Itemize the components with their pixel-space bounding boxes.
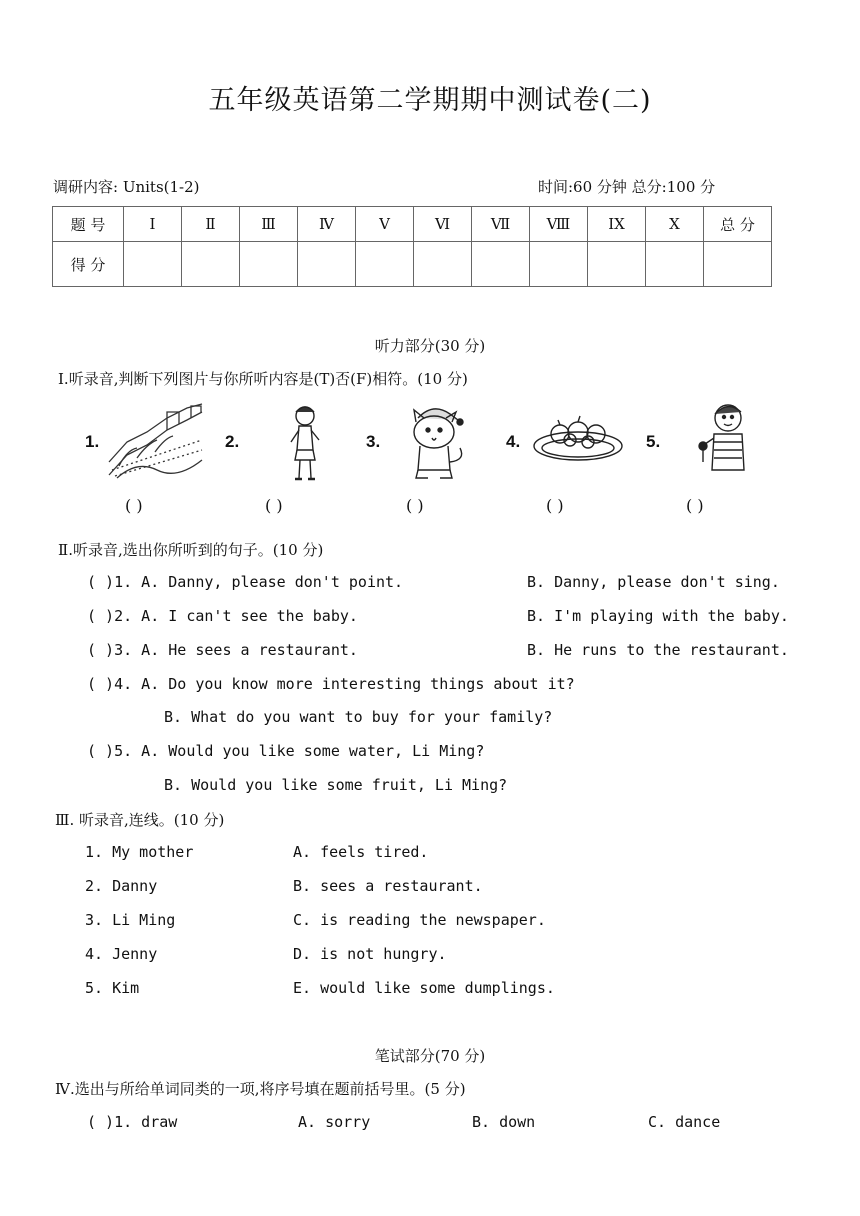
score-cell: Ⅲ	[240, 207, 298, 242]
score-input-cell[interactable]	[472, 242, 530, 287]
section4-title: Ⅳ.选出与所给单词同类的一项,将序号填在题前括号里。(5 分)	[55, 1080, 466, 1098]
match-left-item[interactable]: 1. My mother	[85, 843, 194, 861]
question-2-2-option-a: ( )2. A. I can't see the baby.	[87, 607, 358, 625]
picture-item-4	[506, 400, 636, 520]
score-cell: 总 分	[704, 207, 772, 242]
answer-parentheses[interactable]: ( )	[406, 496, 424, 515]
section2-title: Ⅱ.听录音,选出你所听到的句子。(10 分)	[58, 541, 324, 559]
content-label: 调研内容: Units(1-2)	[53, 178, 200, 196]
question-4-1: ( )1. draw	[87, 1113, 178, 1131]
question-2-2-option-b: B. I'm playing with the baby.	[527, 607, 789, 625]
question-4-1-option-b: B. down	[472, 1113, 536, 1131]
question-2-5-option-b: B. Would you like some fruit, Li Ming?	[164, 776, 508, 794]
match-left-item[interactable]: 2. Danny	[85, 877, 158, 895]
score-input-cell[interactable]	[414, 242, 472, 287]
picture-item-2	[225, 400, 355, 520]
answer-parentheses[interactable]: ( )	[125, 496, 143, 515]
boy-singing-icon	[668, 400, 768, 485]
score-cell: X	[646, 207, 704, 242]
score-cell: Ⅳ	[298, 207, 356, 242]
question-2-3-option-b: B. He runs to the restaurant.	[527, 641, 789, 659]
answer-parentheses[interactable]: ( )	[265, 496, 283, 515]
picture-number: 3.	[366, 432, 381, 451]
score-cell: V	[356, 207, 414, 242]
cat-with-hat-icon	[388, 400, 488, 485]
picture-number: 1.	[85, 432, 100, 451]
section1-title: Ⅰ.听录音,判断下列图片与你所听内容是(T)否(F)相符。(10 分)	[58, 370, 468, 388]
score-input-cell[interactable]	[298, 242, 356, 287]
time-score-label: 时间:60 分钟 总分:100 分	[538, 178, 716, 196]
score-input-cell[interactable]	[182, 242, 240, 287]
score-cell: Ⅷ	[530, 207, 588, 242]
score-table	[52, 206, 772, 287]
score-input-cell[interactable]	[704, 242, 772, 287]
match-left-item[interactable]: 5. Kim	[85, 979, 140, 997]
page-title: 五年级英语第二学期期中测试卷(二)	[208, 85, 652, 116]
match-left-item[interactable]: 3. Li Ming	[85, 911, 176, 929]
score-input-cell[interactable]	[588, 242, 646, 287]
question-2-1-option-b: B. Danny, please don't sing.	[527, 573, 780, 591]
picture-item-5	[646, 400, 776, 520]
match-right-item[interactable]: A. feels tired.	[293, 843, 429, 861]
score-input-cell[interactable]	[530, 242, 588, 287]
score-cell: Ⅶ	[472, 207, 530, 242]
picture-number: 2.	[225, 432, 240, 451]
score-row-label: 得 分	[53, 242, 124, 287]
picture-item-3	[366, 400, 496, 520]
fruit-plate-icon	[528, 400, 628, 485]
score-table-header-row	[53, 207, 772, 242]
score-cell: I	[124, 207, 182, 242]
picture-row	[80, 400, 780, 520]
listening-header: 听力部分(30 分)	[374, 337, 486, 355]
score-cell: IX	[588, 207, 646, 242]
score-input-cell[interactable]	[124, 242, 182, 287]
score-input-cell[interactable]	[240, 242, 298, 287]
match-right-item[interactable]: D. is not hungry.	[293, 945, 447, 963]
question-4-1-option-c: C. dance	[648, 1113, 721, 1131]
score-cell: 题 号	[53, 207, 124, 242]
question-2-4-option-a: ( )4. A. Do you know more interesting things about it?	[87, 675, 575, 693]
answer-parentheses[interactable]: ( )	[686, 496, 704, 515]
score-cell: Ⅵ	[414, 207, 472, 242]
girl-icon	[247, 400, 347, 485]
question-2-3-option-a: ( )3. A. He sees a restaurant.	[87, 641, 358, 659]
score-input-cell[interactable]	[646, 242, 704, 287]
question-4-1-option-a: A. sorry	[298, 1113, 371, 1131]
score-input-cell[interactable]	[356, 242, 414, 287]
match-right-item[interactable]: C. is reading the newspaper.	[293, 911, 546, 929]
answer-parentheses[interactable]: ( )	[546, 496, 564, 515]
section3-title: Ⅲ. 听录音,连线。(10 分)	[55, 811, 225, 829]
writing-header: 笔试部分(70 分)	[374, 1047, 486, 1065]
match-right-item[interactable]: E. would like some dumplings.	[293, 979, 555, 997]
score-cell: Ⅱ	[182, 207, 240, 242]
question-2-4-option-b: B. What do you want to buy for your family?	[164, 708, 553, 726]
picture-item-1	[85, 400, 215, 520]
great-wall-icon	[107, 400, 207, 480]
match-left-item[interactable]: 4. Jenny	[85, 945, 158, 963]
score-table-score-row	[53, 242, 772, 287]
picture-number: 5.	[646, 432, 661, 451]
picture-number: 4.	[506, 432, 521, 451]
question-2-1-option-a: ( )1. A. Danny, please don't point.	[87, 573, 404, 591]
question-2-5-option-a: ( )5. A. Would you like some water, Li Ming?	[87, 742, 485, 760]
match-right-item[interactable]: B. sees a restaurant.	[293, 877, 483, 895]
